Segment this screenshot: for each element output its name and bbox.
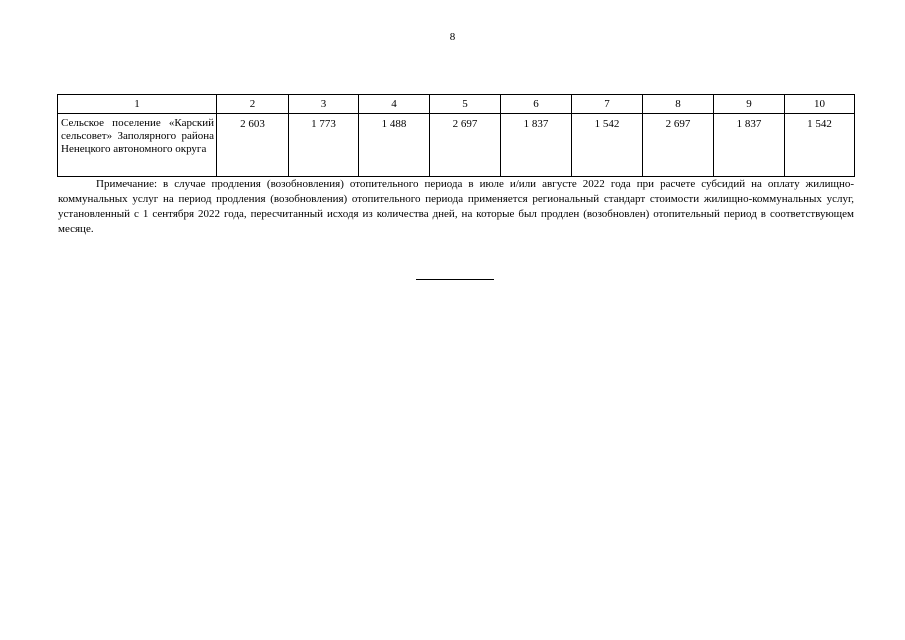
table-row — [58, 114, 855, 177]
value-cell: 1 837 — [501, 114, 572, 177]
value-cell: 1 542 — [572, 114, 643, 177]
page-number: 8 — [449, 31, 456, 43]
value-cell: 1 542 — [785, 114, 855, 177]
value-cell: 2 697 — [430, 114, 501, 177]
column-header: 10 — [785, 95, 855, 114]
value-cell: 2 697 — [643, 114, 714, 177]
column-header: 3 — [289, 95, 359, 114]
column-header: 4 — [359, 95, 430, 114]
column-header: 1 — [58, 95, 217, 114]
column-header: 9 — [714, 95, 785, 114]
value-cell: 1 773 — [289, 114, 359, 177]
column-header: 8 — [643, 95, 714, 114]
value-cell: 1 837 — [714, 114, 785, 177]
end-divider — [416, 279, 494, 280]
table-header-row — [58, 95, 855, 114]
column-header: 6 — [501, 95, 572, 114]
settlement-name-cell: Сельское поселение «Карский сельсовет» Заполярного района Ненецкого автономного округа — [58, 114, 217, 177]
column-header: 2 — [217, 95, 289, 114]
value-cell: 2 603 — [217, 114, 289, 177]
note-paragraph — [58, 177, 854, 237]
value-cell: 1 488 — [359, 114, 430, 177]
column-header: 7 — [572, 95, 643, 114]
note-text: Примечание: в случае продления (возобновления) отопительного периода в июле и/или августе 2022 года при расчете субсидий на оплату жилищно-коммунальных услуг на период продления (возобновления) отопительного периода применяется региональный стандарт стоимости жилищно-коммунальных услуг, установленный с 1 сентября 2022 года, пересчитанный исходя из количества дней, на которые был продлен (возобновлен) отопительный период в соответствующем месяце. — [58, 178, 854, 235]
column-header: 5 — [430, 95, 501, 114]
subsidy-table — [57, 94, 855, 177]
